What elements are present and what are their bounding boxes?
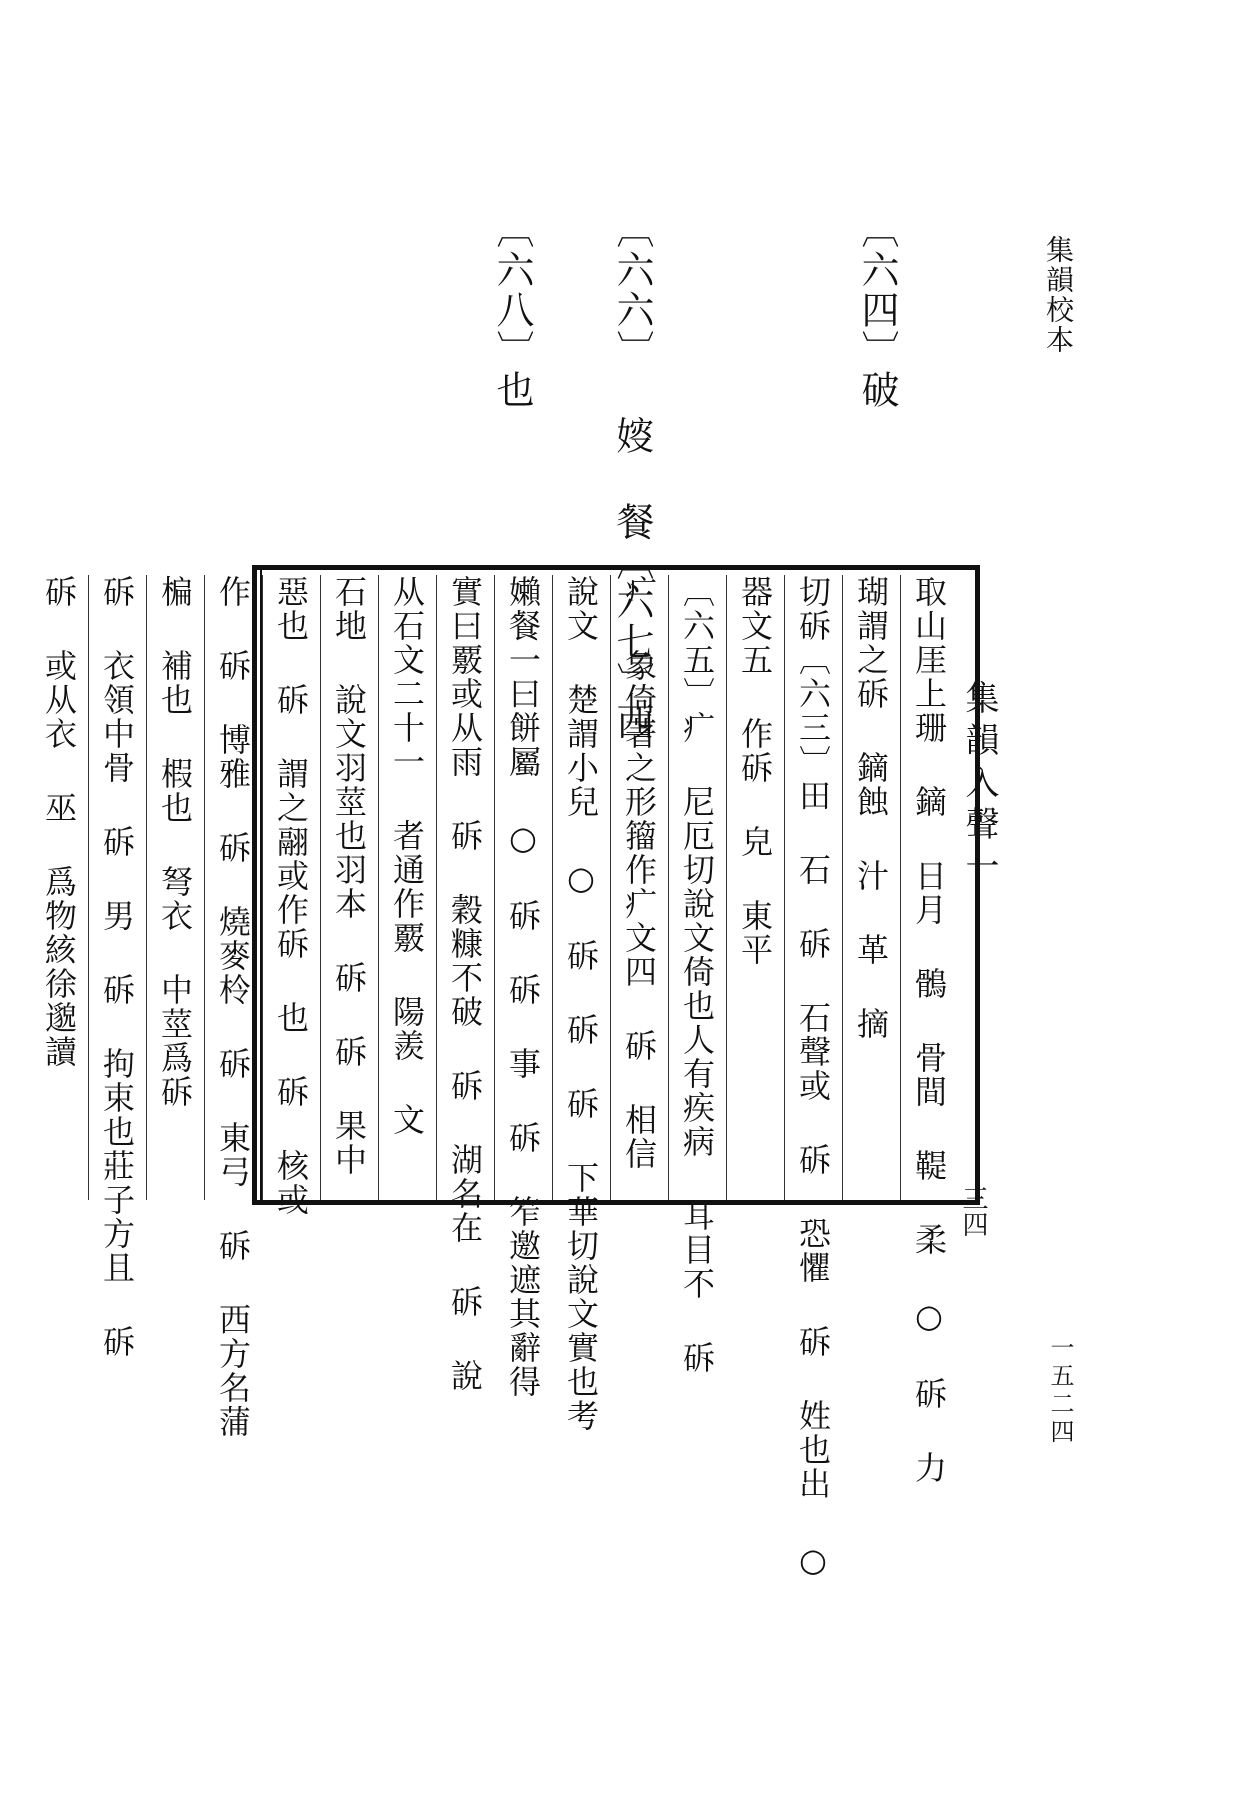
collation-note: 〔六四〕破	[855, 210, 899, 410]
text-column: 嬾餐一曰餅屬 ○ 䂨 䂨 事 䂨 笮邀遮其辭得	[494, 575, 552, 1200]
text-column: 石地 說文羽莖也羽本 䂨 䂨 果中	[320, 575, 378, 1200]
book-title: 集韻校本	[1042, 235, 1075, 355]
text-column: 取山厓上珊 鏑 日月 鶻 骨間 鞮 柔 ○ 䂨 力	[900, 575, 958, 1200]
text-column: 器文五 作䂨 皃 東平	[726, 575, 784, 1200]
block-center-title: 集韻入聲一	[959, 680, 999, 890]
text-column: 瑚謂之䂨 鏑蝕 汁 革 摘	[842, 575, 900, 1200]
text-column: 楄 補也 椵也 弩衣 中莖爲䂨	[146, 575, 204, 1200]
text-column: 疒 象倚著之形籀作疒文四 䂨 相信	[610, 575, 668, 1200]
text-column: 从石文二十一 者通作覈 陽羨 文	[378, 575, 436, 1200]
page-number: 一五二四	[1046, 1335, 1074, 1447]
text-column: 惡也 䂨 謂之翮或作䂨 也 䂨 核或	[262, 575, 320, 1200]
text-column: 䂨 衣領中骨 䂨 男 䂨 拘束也莊子方且 䂨	[88, 575, 146, 1200]
text-column: 〔六五〕疒 尼厄切說文倚也人有疾病 耳目不 䂨	[668, 575, 726, 1200]
collation-note: 〔六六〕 㛮 餐〔六七〕西	[610, 210, 654, 742]
text-column: 作 䂨 博雅 䂨 燒麥柃 䂨 東弓 䂨 西方名蒲	[204, 575, 262, 1200]
block-leaf-number: 三四	[958, 1185, 988, 1237]
collation-note: 〔六八〕也	[490, 210, 534, 410]
text-column: 說文 楚謂小兒 ○ 䂨 䂨 䂨 下華切說文實也考	[552, 575, 610, 1200]
text-column: 切䂨〔六三〕田 石 䂨 石聲或 䂨 恐懼 䂨 姓也出 ○	[784, 575, 842, 1200]
text-column: 實曰覈或从雨 䂨 穀糠不破 䂨 湖名在 䂨 說	[436, 575, 494, 1200]
text-columns	[40, 575, 958, 1581]
text-column: 䂨 或从衣 巫 爲物絯徐邈讀	[40, 575, 78, 1069]
